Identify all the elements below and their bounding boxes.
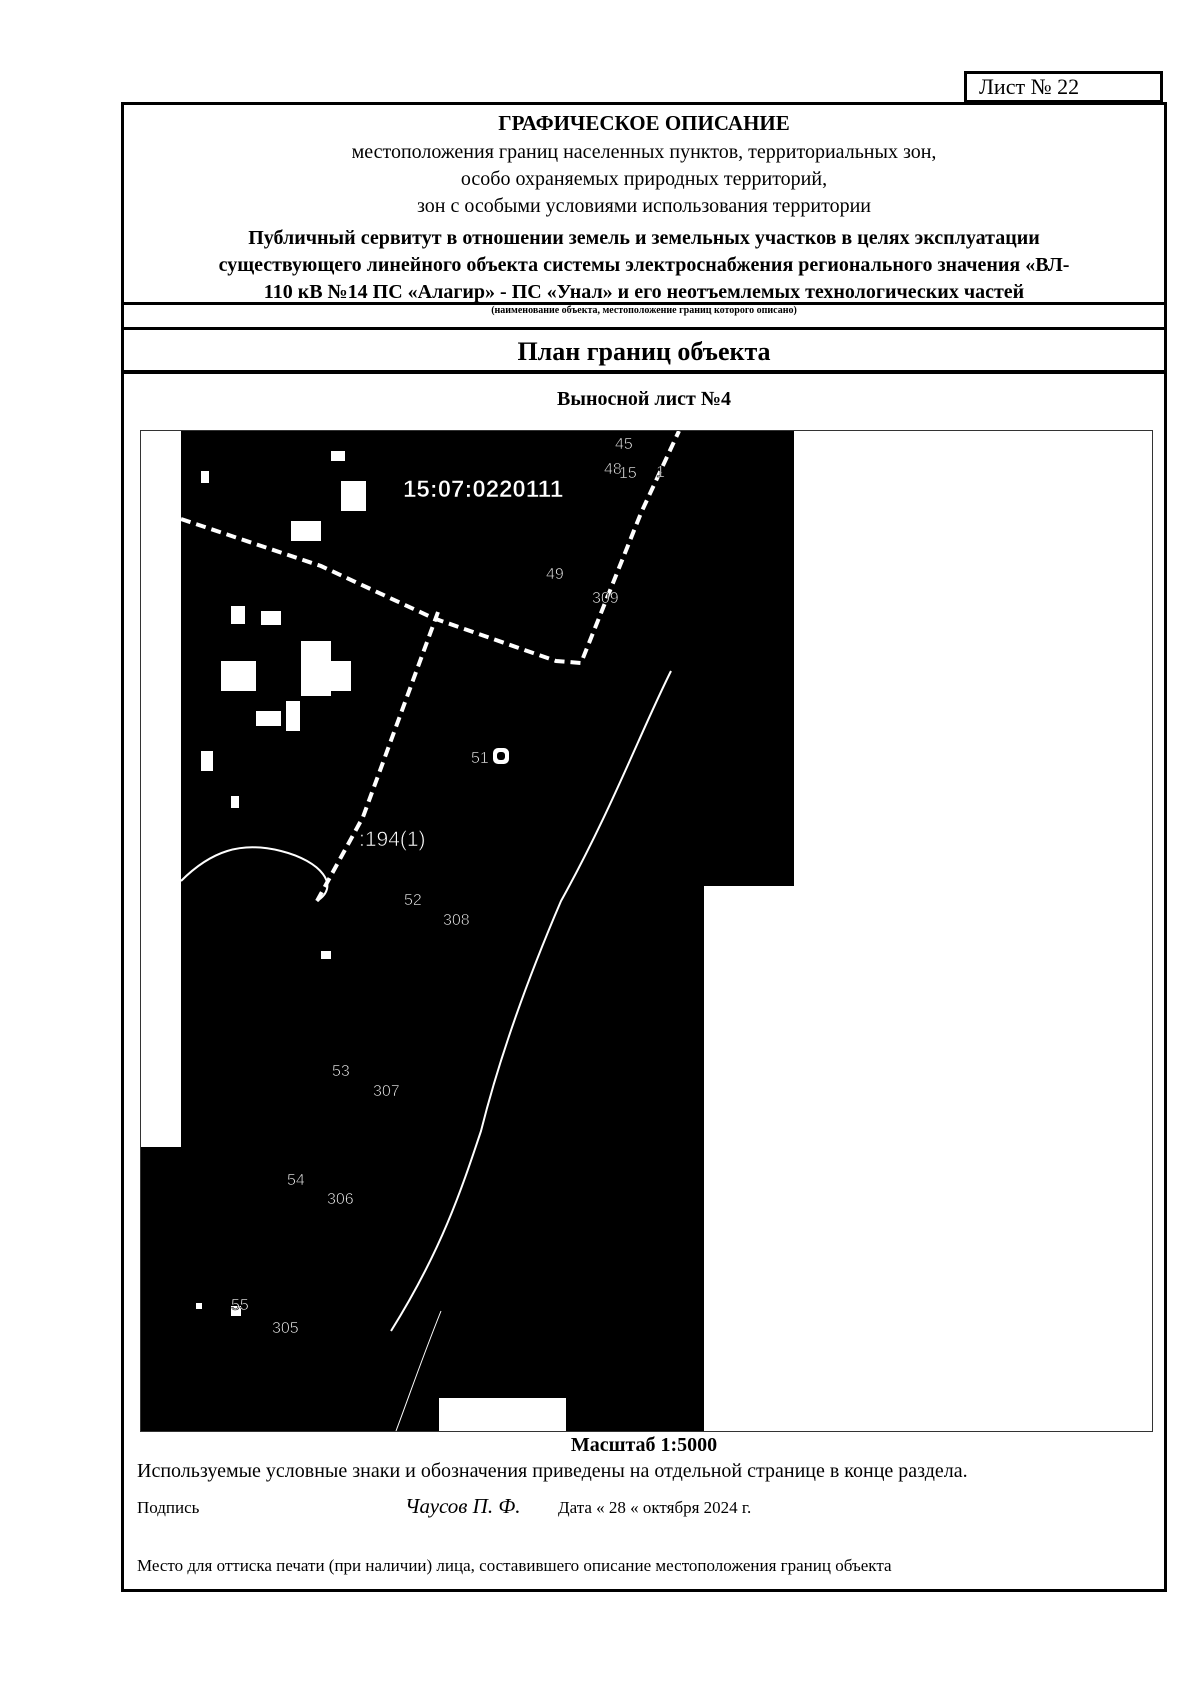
point-label: 49: [546, 566, 564, 583]
point-label: 51: [471, 750, 489, 767]
map-area: [140, 430, 1153, 1432]
point-label: 52: [404, 892, 422, 909]
document-title: ГРАФИЧЕСКОЕ ОПИСАНИЕ: [498, 111, 790, 135]
object-line: Публичный сервитут в отношении земель и земельных участков в целях эксплуатации: [248, 227, 1040, 249]
point-label: 307: [373, 1083, 400, 1100]
divider: [124, 327, 1164, 330]
subtitle-line: особо охраняемых природных территорий,: [460, 168, 828, 190]
divider: [124, 370, 1164, 374]
point-label: 309: [592, 590, 619, 607]
point-label: 55: [231, 1297, 249, 1314]
signature-name: Чаусов П. Ф.: [405, 1494, 521, 1518]
map-canvas: [141, 431, 1152, 1431]
plan-title: План границ объекта: [517, 337, 771, 366]
sheet-number: Лист № 22: [964, 71, 1163, 103]
point-label: 15: [619, 465, 637, 482]
legend-note: Используемые условные знаки и обозначения приведены на отдельной странице в конце раздела.: [137, 1460, 968, 1482]
object-line: существующего линейного объекта системы электроснабжения регионального значения «ВЛ-: [218, 254, 1070, 276]
point-label: 53: [332, 1063, 350, 1080]
subtitle-line: зон с особыми условиями использования территории: [416, 195, 872, 217]
object-line: 110 кВ №14 ПС «Алагир» - ПС «Унал» и его неотъемлемых технологических частей: [263, 281, 1025, 303]
cadastral-quarter-label: 15:07:0220111: [403, 476, 564, 503]
imagery-gap: [439, 1398, 566, 1431]
parcel-label: :194(1): [359, 828, 426, 851]
point-label: 308: [443, 912, 470, 929]
document-subtitle: [124, 139, 1164, 220]
point-label: 54: [287, 1172, 305, 1189]
point-label: 1: [656, 464, 665, 481]
map-scale: Масштаб 1:5000: [570, 1434, 718, 1456]
imagery-area: [141, 431, 794, 1431]
point-label: 306: [327, 1191, 354, 1208]
object-note: (наименование объекта, местоположение границ которого описано): [491, 305, 797, 316]
signature-label: Подпись: [137, 1498, 200, 1517]
point-label: 305: [272, 1320, 299, 1337]
document-frame: [121, 102, 1167, 1592]
subtitle-line: местоположения границ населенных пунктов, территориальных зон,: [351, 141, 937, 163]
object-name: [124, 225, 1164, 306]
extension-sheet-title: Выносной лист №4: [557, 388, 731, 410]
seal-note: Место для оттиска печати (при наличии) лица, составившего описание местоположения границ объекта: [137, 1556, 892, 1575]
point-label: 45: [615, 436, 633, 453]
point-label: 48: [604, 461, 622, 478]
signature-date: Дата « 28 « октября 2024 г.: [558, 1498, 752, 1517]
